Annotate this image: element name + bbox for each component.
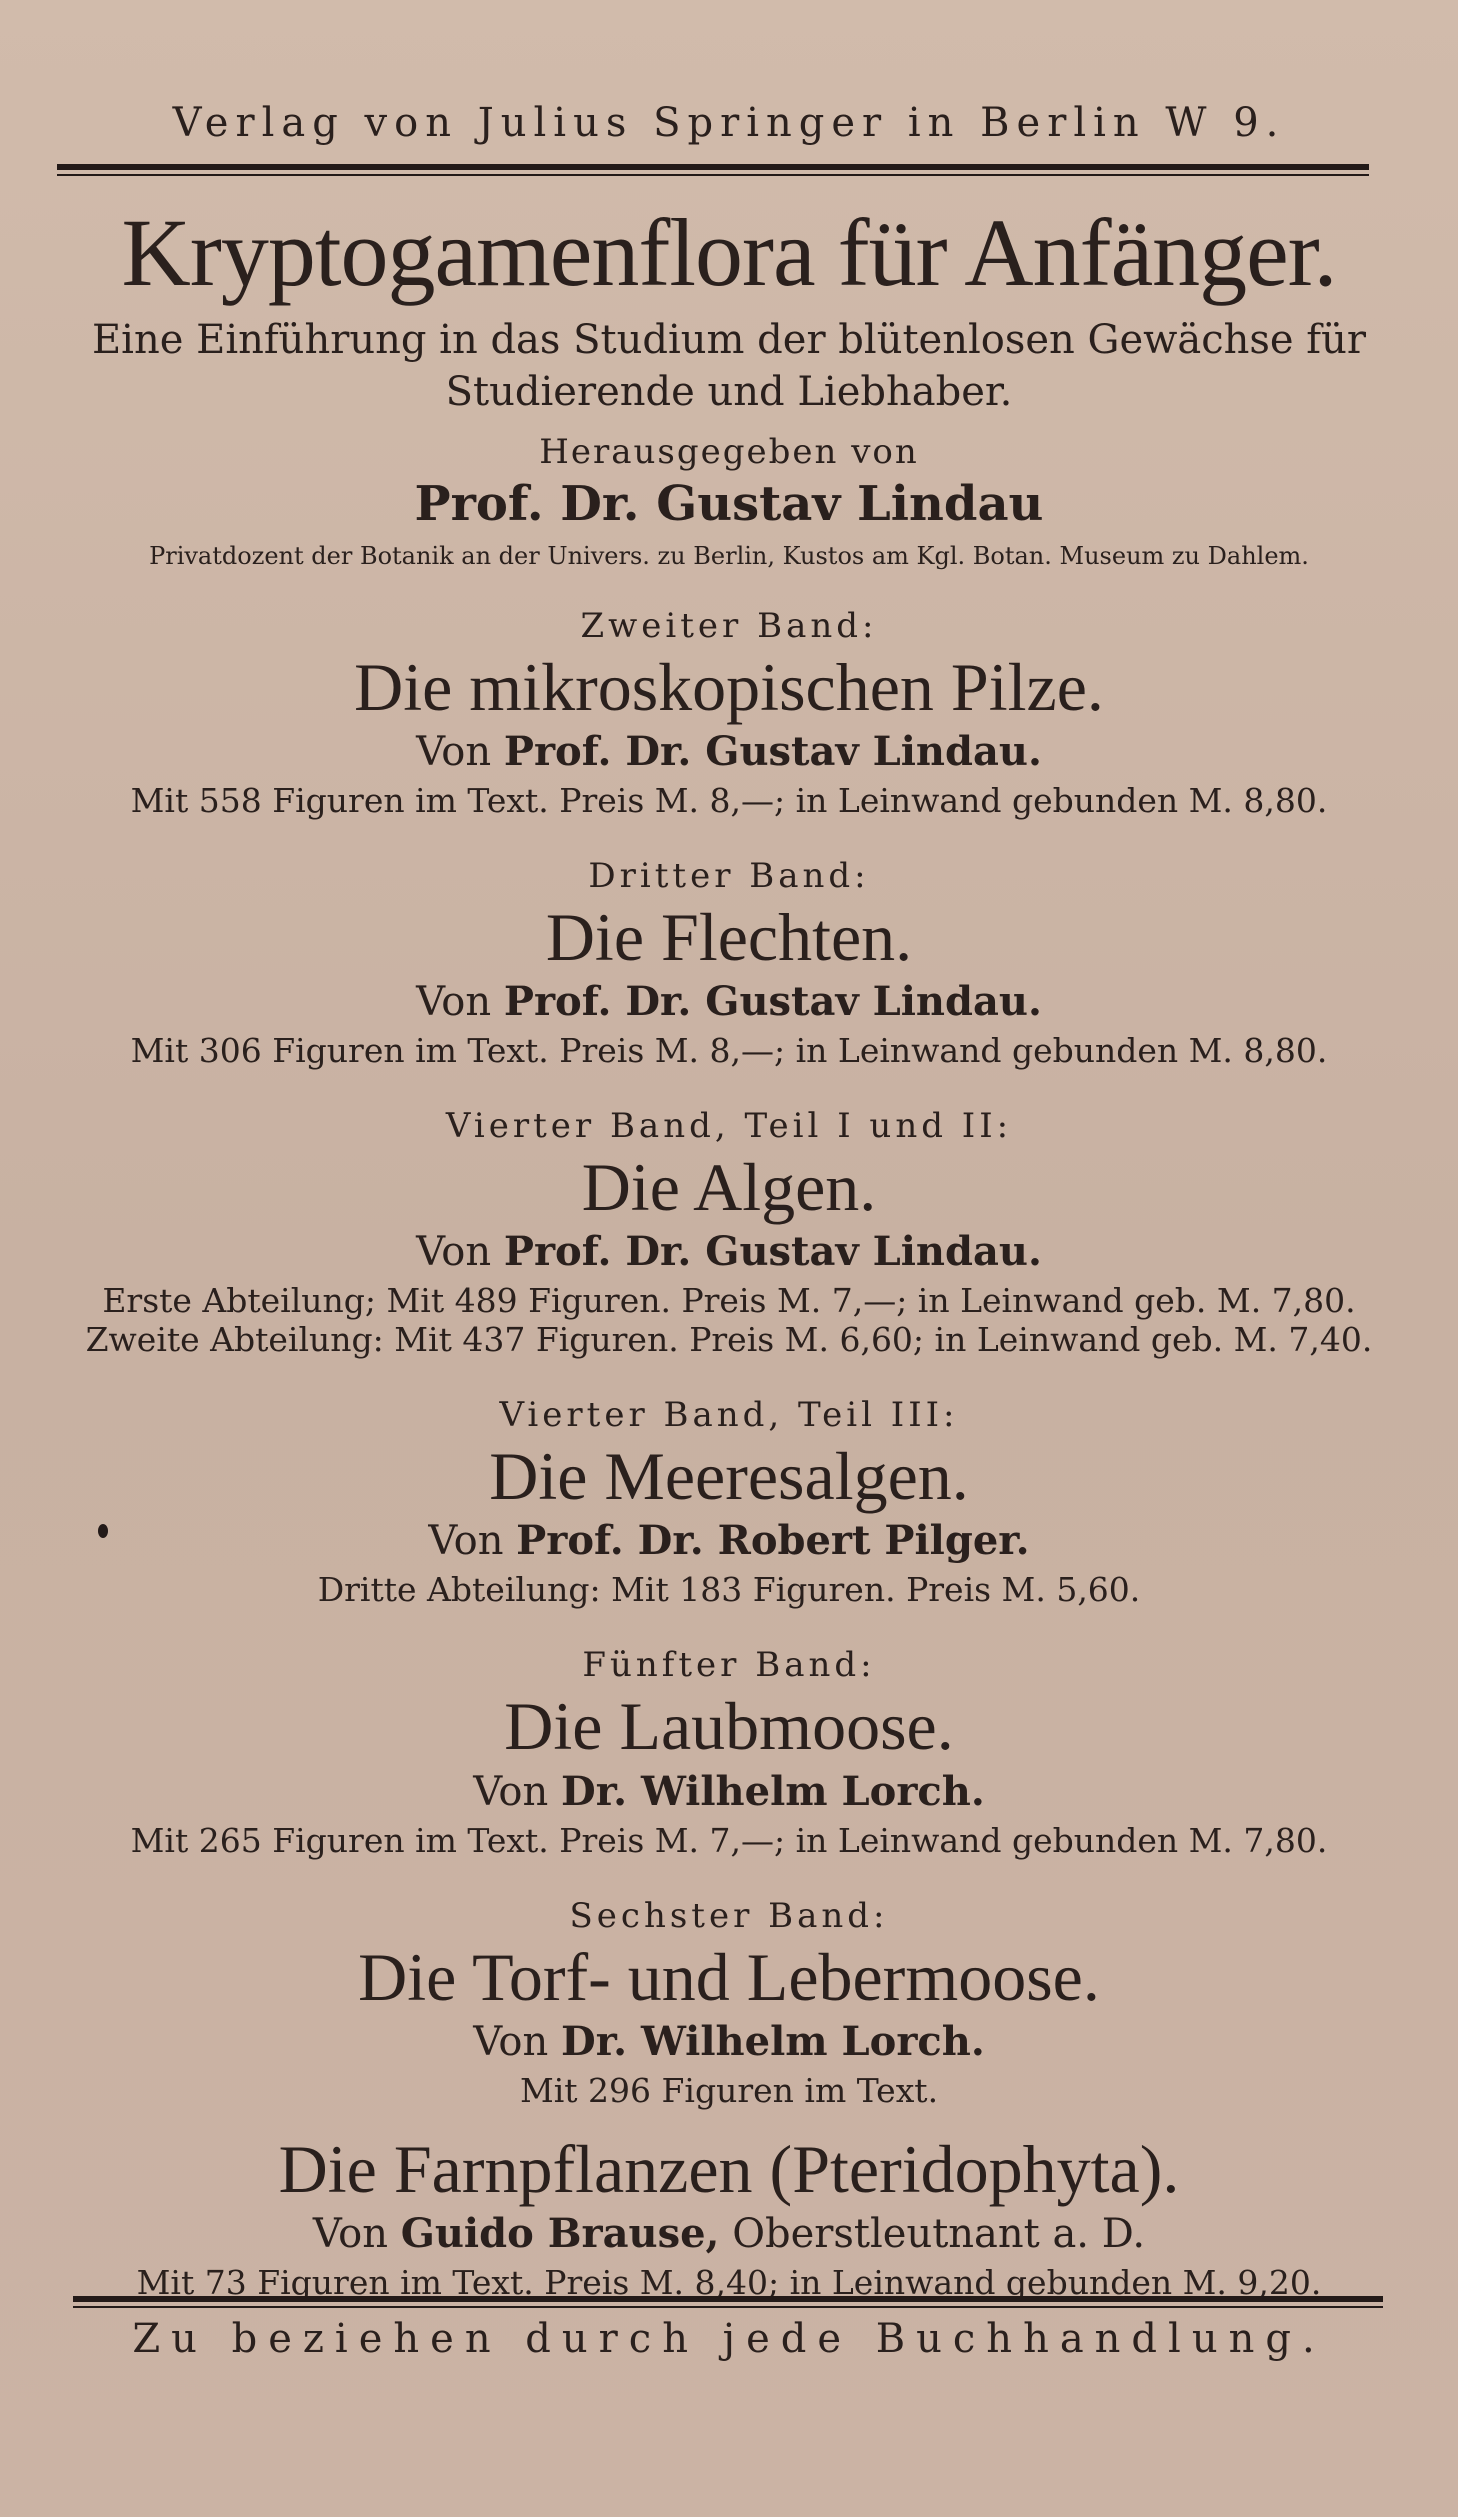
- publisher-header: Verlag von Julius Springer in Berlin W 9.: [172, 100, 1286, 146]
- volume-title: Die Flechten.: [545, 898, 913, 975]
- author-name: Prof. Dr. Gustav Lindau.: [503, 977, 1042, 1025]
- volume-entry: [40, 1395, 1418, 1609]
- volume-label: Dritter Band:: [588, 855, 870, 896]
- volume-title: Die Algen.: [581, 1148, 877, 1225]
- volume-entry: [40, 1896, 1418, 2110]
- ink-dot: [98, 1524, 108, 1538]
- volume-author-line: [40, 2210, 1418, 2257]
- author-suffix: Oberstleutnant a. D.: [732, 2210, 1146, 2257]
- volume-entry: [40, 2130, 1418, 2302]
- volume-detail: Erste Abteilung; Mit 489 Figuren. Preis M. 7,—; in Leinwand geb. M. 7,80.: [102, 1281, 1356, 1321]
- volume-author-line: [40, 978, 1418, 1025]
- volume-entry: [40, 1645, 1418, 1859]
- volume-detail: Mit 73 Figuren im Text. Preis M. 8,40; in Leinwand gebunden M. 9,20.: [136, 2262, 1322, 2302]
- editor-name: Prof. Dr. Gustav Lindau: [414, 475, 1044, 532]
- volume-author-line: [40, 1517, 1418, 1564]
- author-prefix: Von: [473, 1768, 549, 1815]
- volume-label: Vierter Band, Teil I und II:: [445, 1105, 1013, 1146]
- volume-title: Die mikroskopischen Pilze.: [354, 648, 1104, 725]
- author-prefix: Von: [312, 2210, 388, 2257]
- volume-title: Die Farnpflanzen (Pteridophyta).: [278, 2130, 1180, 2207]
- author-name: Dr. Wilhelm Lorch.: [561, 2017, 985, 2065]
- volume-detail: Mit 306 Figuren im Text. Preis M. 8,—; in Leinwand gebunden M. 8,80.: [130, 1030, 1328, 1070]
- footer-note: Zu beziehen durch jede Buchhandlung.: [132, 2316, 1326, 2362]
- author-name: Prof. Dr. Gustav Lindau.: [503, 1228, 1042, 1276]
- volume-label: Fünfter Band:: [582, 1645, 876, 1686]
- page-title: Kryptogamenflora für Anfänger.: [121, 199, 1337, 306]
- bottom-rule: [73, 2296, 1383, 2308]
- author-name: Prof. Dr. Gustav Lindau.: [503, 727, 1042, 775]
- volume-entry: [40, 606, 1418, 820]
- volume-list: [40, 606, 1418, 2302]
- editor-affiliation: Privatdozent der Botanik an der Univers. zu Berlin, Kustos am Kgl. Botan. Museum zu Dahlem.: [149, 541, 1309, 570]
- volume-title: Die Torf- und Lebermoose.: [358, 1938, 1100, 2015]
- author-prefix: Von: [473, 2018, 549, 2065]
- author-name: Prof. Dr. Robert Pilger.: [516, 1517, 1030, 1565]
- main-content: [40, 200, 1418, 2302]
- author-prefix: Von: [416, 978, 492, 1025]
- volume-author-line: [40, 1228, 1418, 1275]
- author-prefix: Von: [416, 1229, 492, 1276]
- volume-entry: [40, 856, 1418, 1070]
- volume-label: Zweiter Band:: [580, 605, 878, 646]
- editor-label: Herausgegeben von: [539, 431, 919, 472]
- volume-author-line: [40, 2018, 1418, 2065]
- volume-author-line: [40, 728, 1418, 775]
- author-prefix: Von: [428, 1518, 504, 1565]
- volume-detail: Zweite Abteilung: Mit 437 Figuren. Preis M. 6,60; in Leinwand geb. M. 7,40.: [85, 1320, 1373, 1360]
- volume-title: Die Meeresalgen.: [489, 1438, 969, 1515]
- volume-label: Vierter Band, Teil III:: [499, 1395, 959, 1436]
- volume-detail: Mit 558 Figuren im Text. Preis M. 8,—; in Leinwand gebunden M. 8,80.: [130, 780, 1328, 820]
- volume-label: Sechster Band:: [569, 1895, 889, 1936]
- volume-detail: Mit 265 Figuren im Text. Preis M. 7,—; in Leinwand gebunden M. 7,80.: [130, 1820, 1328, 1860]
- author-prefix: Von: [416, 728, 492, 775]
- author-name: Dr. Wilhelm Lorch.: [561, 1767, 985, 1815]
- volume-entry: [40, 1106, 1418, 1359]
- subtitle: Eine Einführung in das Studium der blütenlosen Gewächse für Studierende und Liebhaber.: [91, 316, 1366, 415]
- author-name: Guido Brause,: [400, 2209, 720, 2257]
- top-rule: [57, 164, 1369, 176]
- volume-detail: Dritte Abteilung: Mit 183 Figuren. Preis M. 5,60.: [317, 1570, 1141, 1610]
- volume-title: Die Laubmoose.: [504, 1688, 954, 1765]
- volume-author-line: [40, 1768, 1418, 1815]
- volume-detail: Mit 296 Figuren im Text.: [519, 2070, 939, 2110]
